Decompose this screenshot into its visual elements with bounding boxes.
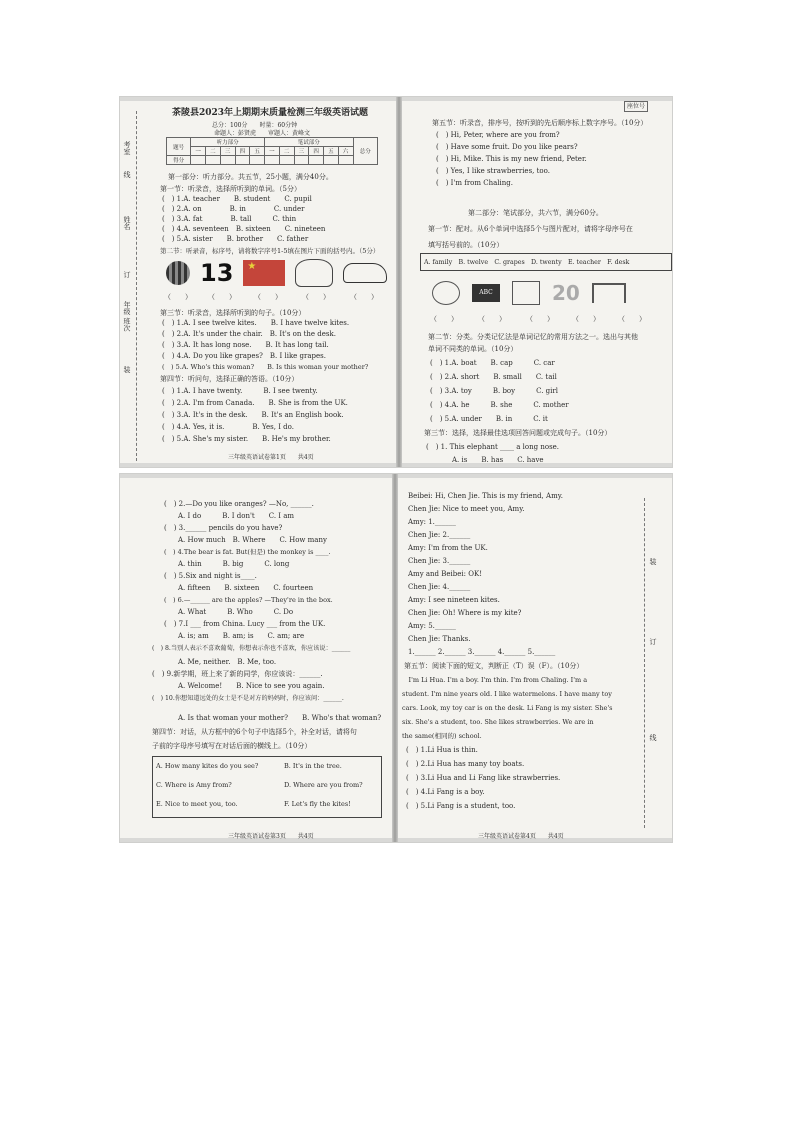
section-heading: 第一节：配对。从6个单词中选择5个与图片配对，请将字母序号在	[428, 225, 633, 233]
section-heading: 第四节：听问句，选择正确的答语。（10分）	[160, 375, 299, 383]
passage-line: student. I'm nine years old. I like watermelons. I have many toy	[402, 690, 612, 698]
answer-paren: （ ）	[302, 293, 330, 301]
section-heading: 第四节：对话，从方框中的6个句子中选择5个，补全对话，请将句	[152, 728, 357, 736]
top-photo	[120, 97, 672, 467]
question-item: ( ) 5.A. under B. in C. it	[430, 415, 548, 423]
question-item: ( ) 3.A. fat B. tall C. thin	[162, 215, 297, 223]
question-options: A. is B. has C. have	[452, 456, 544, 464]
question-item: ( ) 3.Li Hua and Li Fang like strawberries.	[406, 774, 561, 782]
score-num: 五	[324, 147, 339, 156]
number-20-picture: 20	[552, 281, 580, 305]
score-table	[166, 137, 378, 165]
score-written: 笔试部分	[265, 138, 354, 147]
answer-paren: （ ）	[526, 315, 554, 323]
question-item: ( ) 5.A. She's my sister. B. He's my brother.	[162, 435, 331, 443]
exam-page-4	[398, 478, 672, 838]
score-num: 一	[191, 147, 206, 156]
grapes-icon	[432, 281, 460, 305]
question-item: ( ) 3.A. It has long nose. B. It has long tail.	[162, 341, 329, 349]
answer-paren: （ ）	[164, 293, 192, 301]
box-sentence: A. How many kites do you see?	[156, 762, 259, 770]
score-num: 四	[235, 147, 250, 156]
dialog-line: Amy: I'm from the UK.	[408, 544, 488, 552]
page-footer: 三年级英语试卷第1页 共4页	[228, 454, 314, 461]
question-item: ( ) 3.A. It's in the desk. B. It's an English book.	[162, 411, 344, 419]
answer-paren: （ ）	[478, 315, 506, 323]
china-flag-icon	[243, 260, 285, 286]
dialog-line: Beibei: Hi, Chen Jie. This is my friend, Amy.	[408, 492, 563, 500]
question-item: ( ) Hi, Mike. This is my new friend, Peter.	[436, 155, 587, 163]
exam-setter: 命题人：彭贤虎 审题人：黄峰文	[214, 130, 311, 137]
car-icon	[343, 263, 387, 283]
question-options: A. Is that woman your mother? B. Who's that woman?	[164, 714, 382, 722]
desk-icon	[592, 283, 626, 303]
question-item: ( ) 1.A. I have twenty. B. I see twenty.	[162, 387, 318, 395]
dialog-line: Amy: I see nineteen kites.	[408, 596, 500, 604]
watermelon-icon	[166, 261, 190, 285]
dialog-line: Chen Jie: Oh! Where is my kite?	[408, 609, 522, 617]
question-item: ( ) Yes, I like strawberries, too.	[436, 167, 550, 175]
question-item: ( ) 1.A. I see twelve kites. B. I have twelve kites.	[162, 319, 350, 327]
bottom-photo	[120, 474, 672, 842]
question-options: A. Me, neither. B. Me, too.	[164, 658, 277, 666]
dialog-line: Chen Jie: 4.______	[408, 583, 471, 591]
dialog-line: Amy and Beibei: OK!	[408, 570, 483, 578]
question-item: ( ) 4.A. he B. she C. mother	[430, 401, 569, 409]
question-options: A. I do B. I don't C. I am	[164, 512, 295, 520]
number-13-picture: 13	[200, 259, 234, 287]
question-item: ( ) 9.新学期，班上来了新的同学，你应该说：______.	[152, 670, 323, 678]
passage-line: cars. Look, my toy car is on the desk. Li Fang is my sister. She's	[402, 704, 613, 712]
question-item: ( ) 1. This elephant ____ a long nose.	[426, 443, 560, 451]
section-heading: 第三节：选择，选择最佳选项回答问题或完成句子。（10分）	[424, 429, 612, 437]
margin-label: 考室	[123, 141, 131, 155]
section-heading: 第一节：听录音，选择所听到的单词。（5分）	[160, 185, 301, 193]
section-heading: 单词不同类的单词。（10分）	[428, 345, 518, 353]
page-footer: 三年级英语试卷第4页 共4页	[478, 833, 564, 840]
answer-paren: （ ）	[208, 293, 236, 301]
exam-subtitle: 总分：100分 时量：60分钟	[212, 122, 298, 129]
margin-label: 装	[123, 366, 131, 373]
score-num: 三	[294, 147, 309, 156]
question-item: ( ) 4.A. Do you like grapes? B. I like grapes.	[162, 352, 326, 360]
question-item: ( ) 4.Li Fang is a boy.	[406, 788, 485, 796]
score-label: 得分	[167, 156, 191, 165]
section-heading: 填写括号前的。（10分）	[428, 241, 504, 249]
question-item: ( ) Have some fruit. Do you like pears?	[436, 143, 578, 151]
question-item: ( ) 6.—______ are the apples? —They're in the box.	[164, 596, 333, 604]
binding-line	[644, 498, 645, 828]
exam-page-2	[402, 101, 672, 463]
box-sentence: C. Where is Amy from?	[156, 781, 232, 789]
question-item: ( ) 4.A. Yes, it is. B. Yes, I do.	[162, 423, 294, 431]
question-item: ( ) 5.Li Fang is a student, too.	[406, 802, 516, 810]
answer-paren: （ ）	[350, 293, 378, 301]
margin-label: 年级 班次	[123, 301, 131, 332]
section-heading: 第五节：听录音，排序号，按听到的先后顺序标上数字序号。（10分）	[432, 119, 648, 127]
binding-line	[136, 111, 137, 461]
question-item: ( ) 2.—Do you like oranges? —No, ______.	[164, 500, 314, 508]
page-footer: 三年级英语试卷第3页 共4页	[228, 833, 314, 840]
section-heading: 第二节：分类。分类记忆法是单词记忆的常用方法之一。选出与其他	[428, 333, 638, 341]
question-options: A. is; am B. am; is C. am; are	[164, 632, 305, 640]
score-num: 一	[265, 147, 280, 156]
margin-label: 装	[649, 558, 657, 565]
question-item: ( ) 8.当别人表示不喜欢葡萄，你想表示你也不喜欢，你应该说：______	[152, 645, 351, 652]
score-num: 六	[338, 147, 353, 156]
question-item: ( ) 10.你想知道远处的女士是不是对方的妈妈时，你应该问：______.	[152, 695, 344, 702]
section-heading: 第三节：听录音，选择所听到的句子。（10分）	[160, 309, 306, 317]
margin-label: 订	[649, 638, 657, 645]
score-num: 二	[206, 147, 221, 156]
score-num: 四	[309, 147, 324, 156]
passage-line: the same(相同的) school.	[402, 732, 482, 740]
part2-heading: 第二部分：笔试部分，共六节，满分60分。	[468, 209, 603, 217]
question-item: ( ) 4.A. seventeen B. sixteen C. nineteen	[162, 225, 326, 233]
seat-number-box: 座位号	[624, 101, 648, 112]
question-item: ( ) I'm from Chaling.	[436, 179, 513, 187]
question-item: ( ) 2.A. I'm from Canada. B. She is from the UK.	[162, 399, 348, 407]
answer-paren: （ ）	[572, 315, 600, 323]
passage-line: I'm Li Hua. I'm a boy. I'm thin. I'm from Chaling. I'm a	[402, 676, 588, 684]
question-item: ( ) 5.A. sister B. brother C. father	[162, 235, 309, 243]
answer-paren: （ ）	[618, 315, 646, 323]
section-heading: 第五节：阅读下面的短文，判断正（T）误（F）。（10分）	[404, 662, 584, 670]
question-item: ( ) 2.A. It's under the chair. B. It's on the desk.	[162, 330, 336, 338]
teacher-icon	[295, 259, 333, 287]
dialog-line: Chen Jie: Thanks.	[408, 635, 471, 643]
passage-line: six. She's a student, too. She likes strawberries. We are in	[402, 718, 594, 726]
question-item: ( ) 2.A. on B. in C. under	[162, 205, 305, 213]
score-total: 总分	[353, 138, 377, 165]
question-options: A. thin B. big C. long	[164, 560, 290, 568]
question-options: A. How much B. Where C. How many	[164, 536, 327, 544]
question-item: ( ) 1.A. boat B. cap C. car	[430, 359, 555, 367]
answer-blanks: 1.______ 2.______ 3.______ 4.______ 5.______	[408, 648, 556, 656]
score-label: 题号	[167, 138, 191, 156]
question-item: ( ) 4.The bear is fat. But(但是) the monkey is ____.	[164, 548, 331, 556]
question-item: ( ) Hi, Peter, where are you from?	[436, 131, 560, 139]
dialog-line: Chen Jie: 3.______	[408, 557, 471, 565]
question-item: ( ) 1.Li Hua is thin.	[406, 746, 478, 754]
section-heading: 子前的字母序号填写在对话后面的横线上。（10分）	[152, 742, 312, 750]
question-item: ( ) 3.A. toy B. boy C. girl	[430, 387, 558, 395]
part1-heading: 第一部分：听力部分。共五节，25小题，满分40分。	[168, 173, 333, 181]
score-num: 三	[220, 147, 235, 156]
word-bank: A. family B. twelve C. grapes D. twenty E. teacher F. desk	[424, 259, 630, 266]
exam-page-3	[120, 478, 392, 838]
question-item: ( ) 5.Six and night is____.	[164, 572, 257, 580]
score-num: 二	[279, 147, 294, 156]
picture-row	[166, 259, 387, 287]
box-sentence: B. It's in the tree.	[284, 762, 342, 770]
answer-paren: （ ）	[430, 315, 458, 323]
margin-label: 线	[123, 171, 131, 178]
dialog-line: Chen Jie: 2.______	[408, 531, 471, 539]
section-heading: 第二节：听录音，标序号，请将数字序号1-5填在图片下面的括号内。（5分）	[160, 247, 380, 255]
answer-paren: （ ）	[254, 293, 282, 301]
dialog-line: Amy: 5.______	[408, 622, 456, 630]
question-item: ( ) 2.Li Hua has many toy boats.	[406, 760, 525, 768]
picture-row	[432, 279, 626, 307]
margin-label: 订	[123, 271, 131, 278]
blackboard-icon: ABC	[472, 284, 500, 302]
score-num: 五	[250, 147, 265, 156]
question-item: ( ) 1.A. teacher B. student C. pupil	[162, 195, 312, 203]
question-options: A. What B. Who C. Do	[164, 608, 294, 616]
margin-label: 姓名	[123, 216, 131, 230]
exam-page-1	[120, 101, 396, 463]
box-sentence: F. Let's fly the kites!	[284, 800, 351, 808]
question-item: ( ) 3.______ pencils do you have?	[164, 524, 283, 532]
exam-title: 茶陵县2023年上期期末质量检测三年级英语试题	[172, 108, 369, 118]
question-item: ( ) 5.A. Who's this woman? B. Is this woman your mother?	[162, 363, 369, 371]
question-item: ( ) 7.I ___ from China. Lucy ___ from the UK.	[164, 620, 326, 628]
dialog-line: Chen Jie: Nice to meet you, Amy.	[408, 505, 525, 513]
score-listening: 听力部分	[191, 138, 265, 147]
margin-label: 线	[649, 734, 657, 741]
question-item: ( ) 2.A. short B. small C. tail	[430, 373, 557, 381]
dialog-line: Amy: 1.______	[408, 518, 456, 526]
family-icon	[512, 281, 540, 305]
question-options: A. Welcome! B. Nice to see you again.	[164, 682, 325, 690]
box-sentence: D. Where are you from?	[284, 781, 363, 789]
question-options: A. fifteen B. sixteen C. fourteen	[164, 584, 314, 592]
box-sentence: E. Nice to meet you, too.	[156, 800, 238, 808]
